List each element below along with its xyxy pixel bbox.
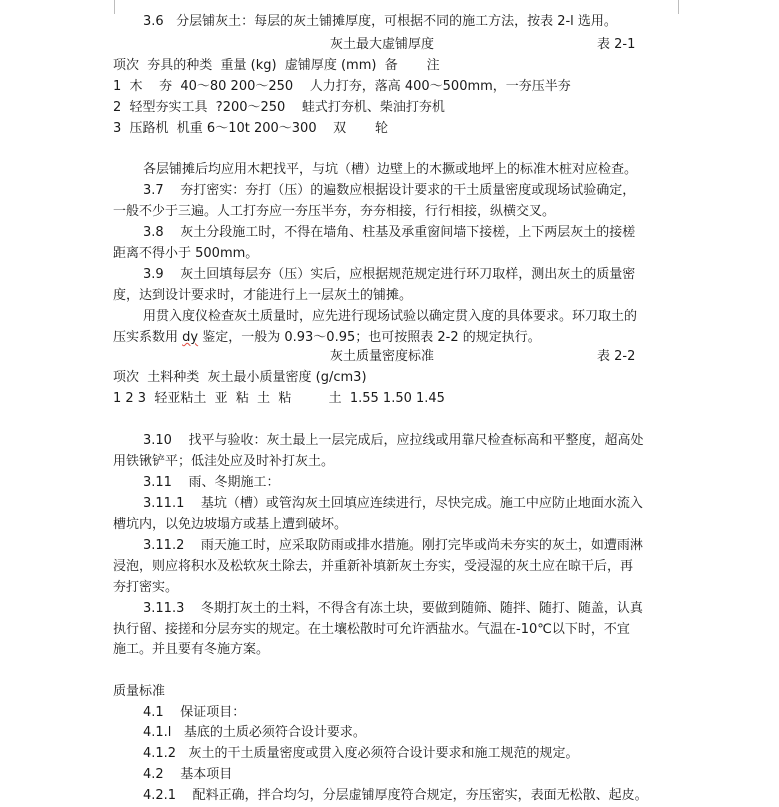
item-4-1-1: 4.1.l 基底的土质必须符合设计要求。 [143,725,366,740]
paragraph-3-6: 3.6 分层铺灰土：每层的灰土铺摊厚度，可根据不同的施工方法，按表 2-l 选用。 [143,14,617,29]
section-heading-quality: 质量标准 [113,684,166,699]
paragraph-3-11: 3.11 雨、冬期施工： [143,475,280,490]
item-4-2: 4.2 基本项目 [143,767,233,782]
table-2-title: 灰土质量密度标准 [330,349,435,364]
paragraph-penetration-cont [113,328,541,349]
paragraph-3-11-3-cont: 执行留、接搓和分层夯实的规定。在土壤松散时可允许洒盐水。气温在-10℃以下时，不宜 [113,622,630,637]
paragraph-3-9: 3.9 灰土回填每层夯（压）实后，应根据规范规定进行环刀取样，测出灰土的质量密 [143,267,636,282]
table-2-header: 项次 土料种类 灰土最小质量密度 (g/cm3) [113,370,367,385]
paragraph-3-11-2-cont: 浸泡，则应将积水及松软灰土除去，并重新补填新灰土夯实，受浸湿的灰土应在晾干后，再 [113,559,634,574]
text-run: 鉴定，一般为 0.93～0.95；也可按照表 2-2 的规定执行。 [198,330,541,345]
paragraph-3-7-cont: 一般不少于三遍。人工打夯应一夯压半夯，夯夯相接，行行相接，纵横交叉。 [113,204,556,219]
item-4-1-2: 4.1.2 灰土的干土质量密度或贯入度必须符合设计要求和施工规范的规定。 [143,746,579,761]
paragraph-3-11-1-cont: 槽坑内，以免边坡塌方或基上遭到破坏。 [113,517,348,532]
table-1-header: 项次 夯具的种类 重量 (kg) 虚铺厚度 (mm) 备 注 [113,58,440,73]
table-1-row: 1 木 夯 40～80 200～250 人力打夯，落高 400～500mm，一夯压半夯 [113,79,571,94]
paragraph-3-9-cont: 度，达到设计要求时，才能进行上一层灰土的铺摊。 [113,288,413,303]
paragraph-3-7: 3.7 夯打密实：夯打（压）的遍数应根据设计要求的干土质量密度或现场试验确定， [143,183,636,198]
paragraph-3-11-2-end: 夯打密实。 [113,580,179,595]
page-corner-mark-left [100,0,115,14]
table-1-row: 3 压路机 机重 6～10t 200～300 双 轮 [113,121,389,136]
item-4-2-1: 4.2.1 配料正确，拌合均匀，分层虚铺厚度符合规定，夯压密实，表面无松散、起皮。 [143,788,648,803]
text-run: 压实系数用 [113,330,183,345]
paragraph-3-10-cont: 用铁锹铲平；低洼处应及时补打灰土。 [113,454,335,469]
paragraph-3-11-1: 3.11.1 基坑（槽）或管沟灰土回填应连续进行，尽快完成。施工中应防止地面水流入 [143,496,643,511]
item-4-1: 4.1 保证项目： [143,705,246,720]
spellcheck-underlined-word: dy [182,330,199,345]
paragraph-3-8-cont: 距离不得小于 500mm。 [113,246,259,261]
paragraph-3-10: 3.10 找平与验收：灰土最上一层完成后，应拉线或用靠尺检查标高和平整度，超高处 [143,433,644,448]
paragraph-leveling: 各层铺摊后均应用木耙找平，与坑（槽）边壁上的木撅或地坪上的标准木桩对应检查。 [143,162,638,177]
table-2-row: 1 2 3 轻亚粘土 亚 粘 土 粘 土 1.55 1.50 1.45 [113,391,445,406]
paragraph-penetration: 用贯入度仪检查灰土质量时，应先进行现场试验以确定贯入度的具体要求。环刀取土的 [143,309,638,324]
paragraph-3-11-3: 3.11.3 冬期打灰土的土料，不得含有冻土块，要做到随筛、随拌、随打、随盖，认真 [143,601,643,616]
paragraph-3-8: 3.8 灰土分段施工时，不得在墙角、柱基及承重窗间墙下接槎，上下两层灰土的接槎 [143,225,636,240]
paragraph-3-11-3-end: 施工。并且要有冬施方案。 [113,642,270,657]
paragraph-3-11-2: 3.11.2 雨天施工时，应采取防雨或排水措施。刚打完毕或尚未夯实的灰土，如遭雨淋 [143,538,643,553]
table-2-label: 表 2-2 [597,349,636,364]
table-1-row: 2 轻型夯实工具 ?200～250 蛙式打夯机、柴油打夯机 [113,100,445,115]
page-corner-mark-right [678,0,693,14]
table-1-label: 表 2-1 [597,37,636,52]
table-1-title: 灰土最大虚铺厚度 [330,37,435,52]
